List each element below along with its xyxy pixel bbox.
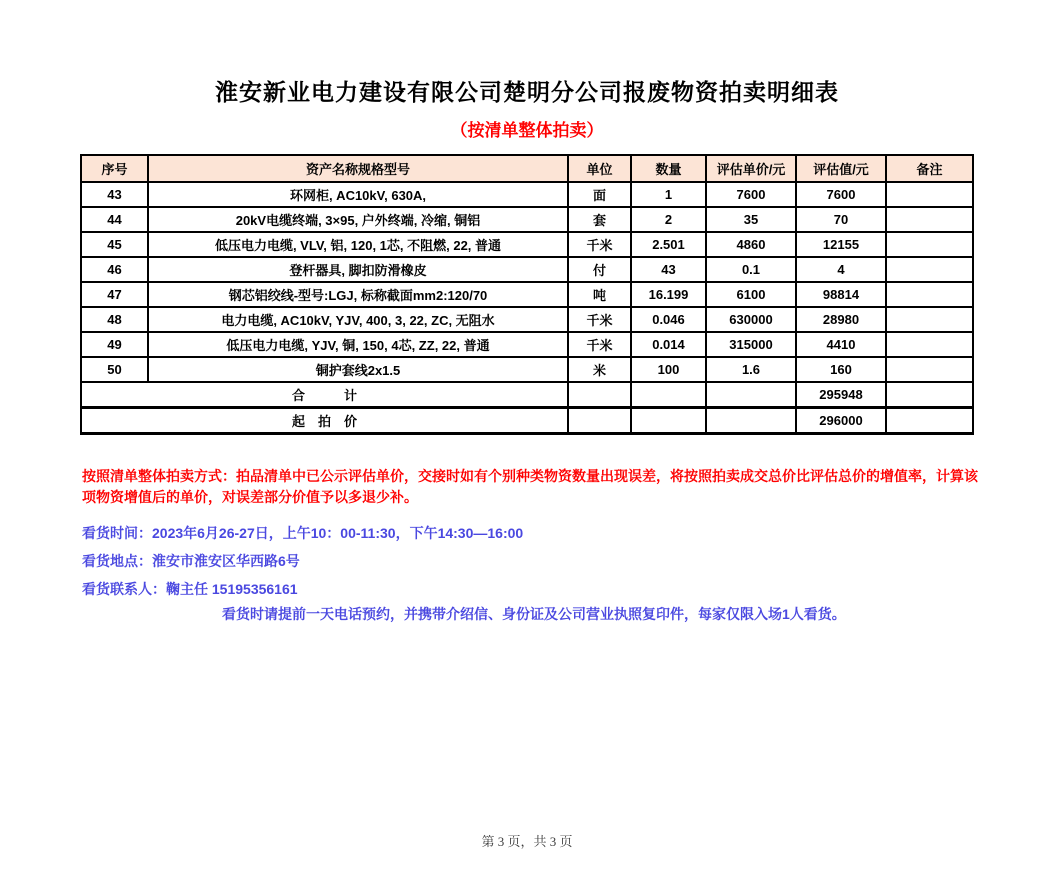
start-price-price-empty xyxy=(706,408,796,434)
cell-remark xyxy=(886,357,973,382)
start-price-label: 起 拍 价 xyxy=(81,408,568,434)
table-row xyxy=(81,207,973,232)
cell-qty: 43 xyxy=(631,257,706,282)
cell-qty: 16.199 xyxy=(631,282,706,307)
cell-value: 4410 xyxy=(796,332,886,357)
cell-no: 46 xyxy=(81,257,148,282)
cell-remark xyxy=(886,207,973,232)
cell-name: 环网柜, AC10kV, 630A, xyxy=(148,182,568,207)
cell-price: 1.6 xyxy=(706,357,796,382)
header-value: 评估值/元 xyxy=(796,155,886,182)
cell-price: 35 xyxy=(706,207,796,232)
cell-value: 160 xyxy=(796,357,886,382)
appointment-note: 看货时请提前一天电话预约，并携带介绍信、身份证及公司营业执照复印件，每家仅限入场1人看货。 xyxy=(222,606,846,622)
cell-no: 43 xyxy=(81,182,148,207)
cell-no: 47 xyxy=(81,282,148,307)
total-qty-empty xyxy=(631,382,706,408)
cell-price: 6100 xyxy=(706,282,796,307)
auction-items-table xyxy=(80,154,974,435)
cell-unit: 付 xyxy=(568,257,631,282)
cell-remark xyxy=(886,182,973,207)
header-qty: 数量 xyxy=(631,155,706,182)
cell-no: 44 xyxy=(81,207,148,232)
start-price-value: 296000 xyxy=(796,408,886,434)
cell-unit: 吨 xyxy=(568,282,631,307)
start-price-qty-empty xyxy=(631,408,706,434)
table-row xyxy=(81,357,973,382)
page-subtitle: （按清单整体拍卖） xyxy=(450,121,604,140)
cell-remark xyxy=(886,232,973,257)
cell-value: 70 xyxy=(796,207,886,232)
cell-unit: 千米 xyxy=(568,332,631,357)
cell-name: 20kV电缆终端, 3×95, 户外终端, 冷缩, 铜铝 xyxy=(148,207,568,232)
cell-no: 45 xyxy=(81,232,148,257)
cell-value: 4 xyxy=(796,257,886,282)
cell-name: 电力电缆, AC10kV, YJV, 400, 3, 22, ZC, 无阻水 xyxy=(148,307,568,332)
total-remark-empty xyxy=(886,382,973,408)
view-time-line: 看货时间：2023年6月26-27日，上午10：00-11:30，下午14:30—16:00 xyxy=(82,525,524,541)
table-row xyxy=(81,182,973,207)
header-no: 序号 xyxy=(81,155,148,182)
table-header-row xyxy=(81,155,973,182)
cell-remark xyxy=(886,332,973,357)
cell-price: 7600 xyxy=(706,182,796,207)
cell-qty: 2.501 xyxy=(631,232,706,257)
view-place-line: 看货地点：淮安市淮安区华西路6号 xyxy=(82,553,300,569)
cell-unit: 千米 xyxy=(568,307,631,332)
page-number: 第 3 页，共 3 页 xyxy=(481,834,573,849)
cell-value: 12155 xyxy=(796,232,886,257)
total-unit-empty xyxy=(568,382,631,408)
start-price-unit-empty xyxy=(568,408,631,434)
cell-value: 28980 xyxy=(796,307,886,332)
cell-unit: 套 xyxy=(568,207,631,232)
cell-qty: 0.046 xyxy=(631,307,706,332)
cell-unit: 米 xyxy=(568,357,631,382)
cell-qty: 100 xyxy=(631,357,706,382)
table-row xyxy=(81,307,973,332)
cell-remark xyxy=(886,307,973,332)
view-contact-line: 看货联系人：鞠主任 15195356161 xyxy=(82,581,298,597)
cell-name: 登杆器具, 脚扣防滑橡皮 xyxy=(148,257,568,282)
header-unit: 单位 xyxy=(568,155,631,182)
total-label: 合 计 xyxy=(81,382,568,408)
start-price-remark-empty xyxy=(886,408,973,434)
cell-no: 49 xyxy=(81,332,148,357)
cell-qty: 2 xyxy=(631,207,706,232)
cell-name: 铜护套线2x1.5 xyxy=(148,357,568,382)
cell-price: 630000 xyxy=(706,307,796,332)
page-title: 淮安新业电力建设有限公司楚明分公司报废物资拍卖明细表 xyxy=(215,79,839,105)
cell-value: 98814 xyxy=(796,282,886,307)
header-remark: 备注 xyxy=(886,155,973,182)
cell-name: 低压电力电缆, YJV, 铜, 150, 4芯, ZZ, 22, 普通 xyxy=(148,332,568,357)
cell-no: 50 xyxy=(81,357,148,382)
cell-unit: 面 xyxy=(568,182,631,207)
cell-price: 4860 xyxy=(706,232,796,257)
auction-rule-note: 按照清单整体拍卖方式：拍品清单中已公示评估单价，交接时如有个别种类物资数量出现误差，将按照拍卖成交总价比评估总价的增值率，计算该项物资增值后的单价，对误差部分价值予以多退少补。 xyxy=(82,468,978,505)
cell-qty: 1 xyxy=(631,182,706,207)
cell-remark xyxy=(886,282,973,307)
cell-value: 7600 xyxy=(796,182,886,207)
cell-no: 48 xyxy=(81,307,148,332)
header-name: 资产名称规格型号 xyxy=(148,155,568,182)
cell-name: 低压电力电缆, VLV, 铝, 120, 1芯, 不阻燃, 22, 普通 xyxy=(148,232,568,257)
table-row xyxy=(81,232,973,257)
cell-price: 0.1 xyxy=(706,257,796,282)
cell-price: 315000 xyxy=(706,332,796,357)
total-price-empty xyxy=(706,382,796,408)
header-price: 评估单价/元 xyxy=(706,155,796,182)
start-price-row xyxy=(81,408,973,434)
table-row xyxy=(81,257,973,282)
table-row xyxy=(81,282,973,307)
cell-unit: 千米 xyxy=(568,232,631,257)
total-value: 295948 xyxy=(796,382,886,408)
table-row xyxy=(81,332,973,357)
cell-name: 钢芯铝绞线-型号:LGJ, 标称截面mm2:120/70 xyxy=(148,282,568,307)
total-row xyxy=(81,382,973,408)
cell-qty: 0.014 xyxy=(631,332,706,357)
cell-remark xyxy=(886,257,973,282)
